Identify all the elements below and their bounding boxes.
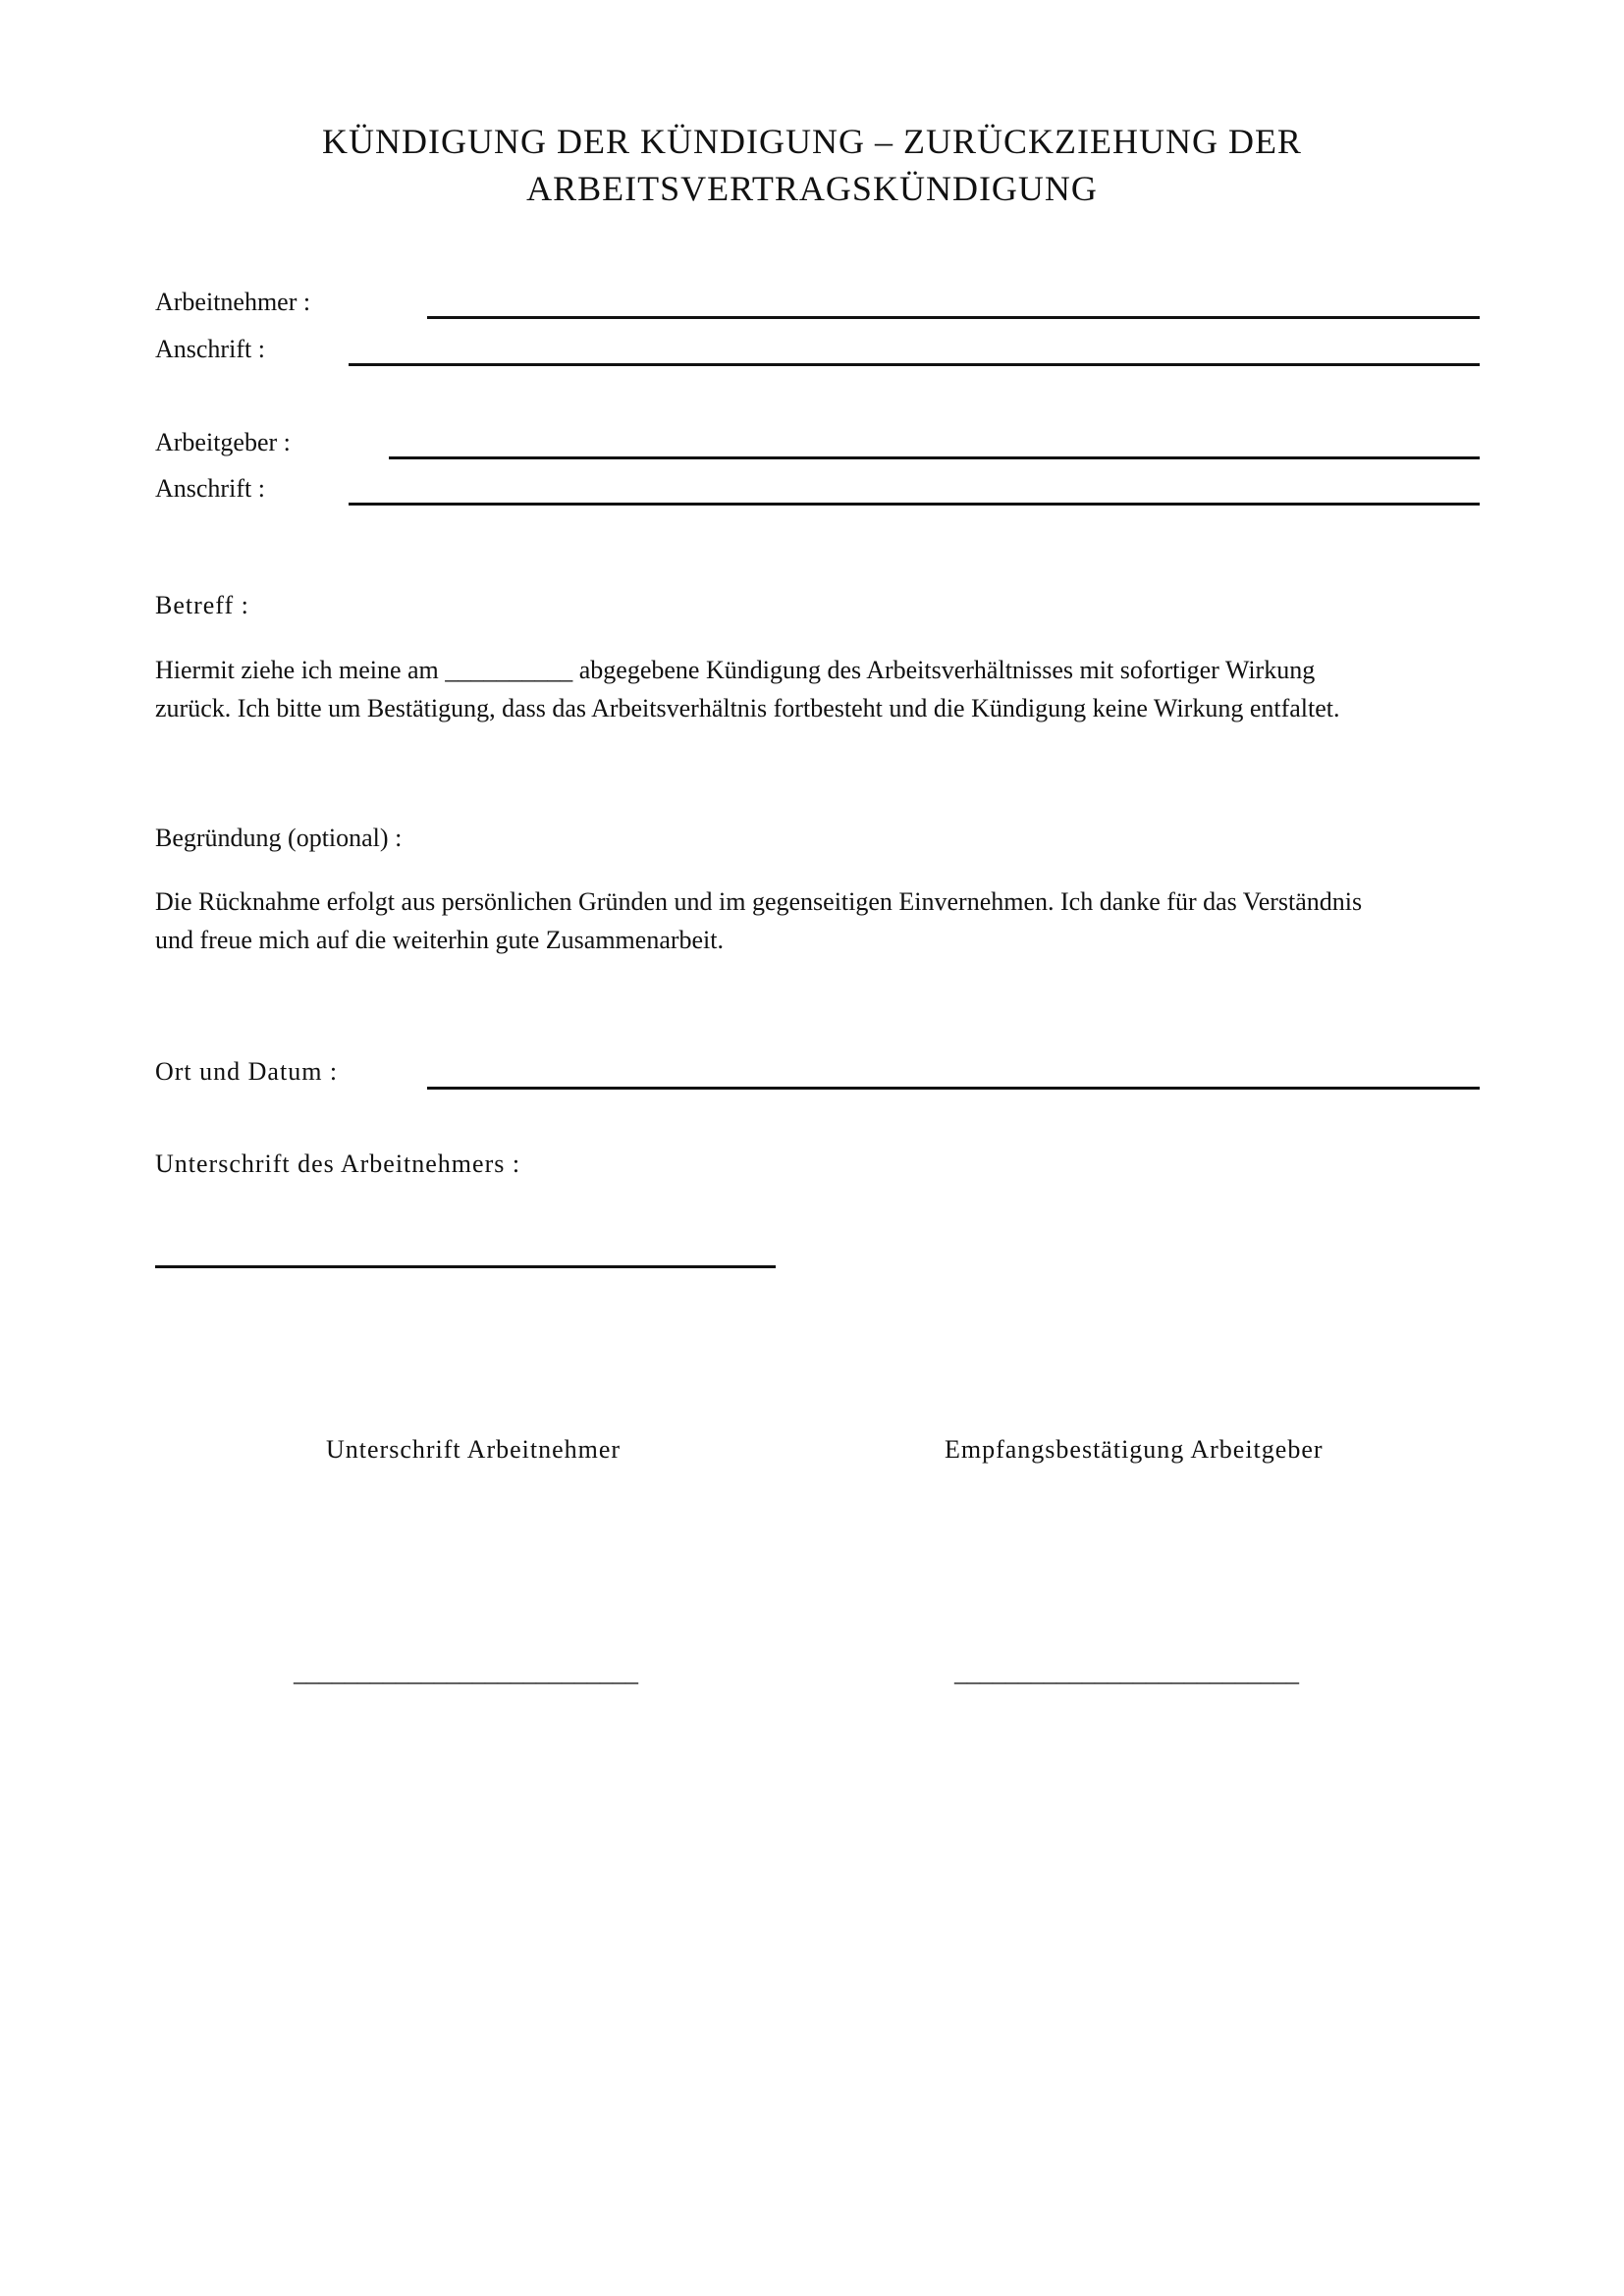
- betreff-label: Betreff :: [155, 591, 249, 619]
- signature-left-label: Unterschrift Arbeitnehmer: [326, 1435, 622, 1464]
- reason-paragraph-line-1: Die Rücknahme erfolgt aus persönlichen Gründen und im gegenseitigen Einvernehmen. Ich danke für das Verständnis: [155, 887, 1363, 916]
- signature-right-label: Empfangsbestätigung Arbeitgeber: [945, 1435, 1324, 1464]
- arbeitgeber-label: Arbeitgeber :: [155, 428, 291, 456]
- reason-paragraph-line-2: und freue mich auf die weiterhin gute Zusammenarbeit.: [155, 926, 725, 954]
- withdrawal-paragraph-line-1: Hiermit ziehe ich meine am __________ abgegebene Kündigung des Arbeitsverhältnisses mit sofortiger Wirkung: [155, 656, 1316, 684]
- unterschrift-arbeitnehmer-label: Unterschrift des Arbeitnehmers :: [155, 1149, 521, 1178]
- begruendung-label: Begründung (optional) :: [155, 824, 403, 852]
- anschrift-arbeitnehmer-field-line[interactable]: [349, 363, 1480, 366]
- anschrift-arbeitgeber-field-line[interactable]: [349, 503, 1480, 506]
- withdrawal-paragraph-line-2: zurück. Ich bitte um Bestätigung, dass das Arbeitsverhältnis fortbesteht und die Kündigung keine Wirkung entfaltet.: [155, 694, 1340, 722]
- arbeitnehmer-label: Arbeitnehmer :: [155, 288, 311, 316]
- anschrift-arbeitnehmer-label: Anschrift :: [155, 335, 265, 363]
- ort-datum-label: Ort und Datum :: [155, 1057, 339, 1086]
- withdrawal-paragraph: [155, 651, 1481, 727]
- signature-right-line[interactable]: ___________________________: [954, 1658, 1299, 1686]
- arbeitnehmer-field-line[interactable]: [427, 316, 1480, 319]
- document-title-line-2: ARBEITSVERTRAGSKÜNDIGUNG: [526, 169, 1098, 208]
- anschrift-arbeitgeber-label: Anschrift :: [155, 474, 265, 503]
- reason-paragraph: [155, 882, 1481, 959]
- document-title-line-1: KÜNDIGUNG DER KÜNDIGUNG – ZURÜCKZIEHUNG DER: [322, 122, 1302, 161]
- signature-left-line[interactable]: ___________________________: [294, 1658, 638, 1686]
- ort-datum-field-line[interactable]: [427, 1087, 1480, 1090]
- unterschrift-arbeitnehmer-field-line[interactable]: [155, 1265, 776, 1268]
- arbeitgeber-field-line[interactable]: [389, 456, 1480, 459]
